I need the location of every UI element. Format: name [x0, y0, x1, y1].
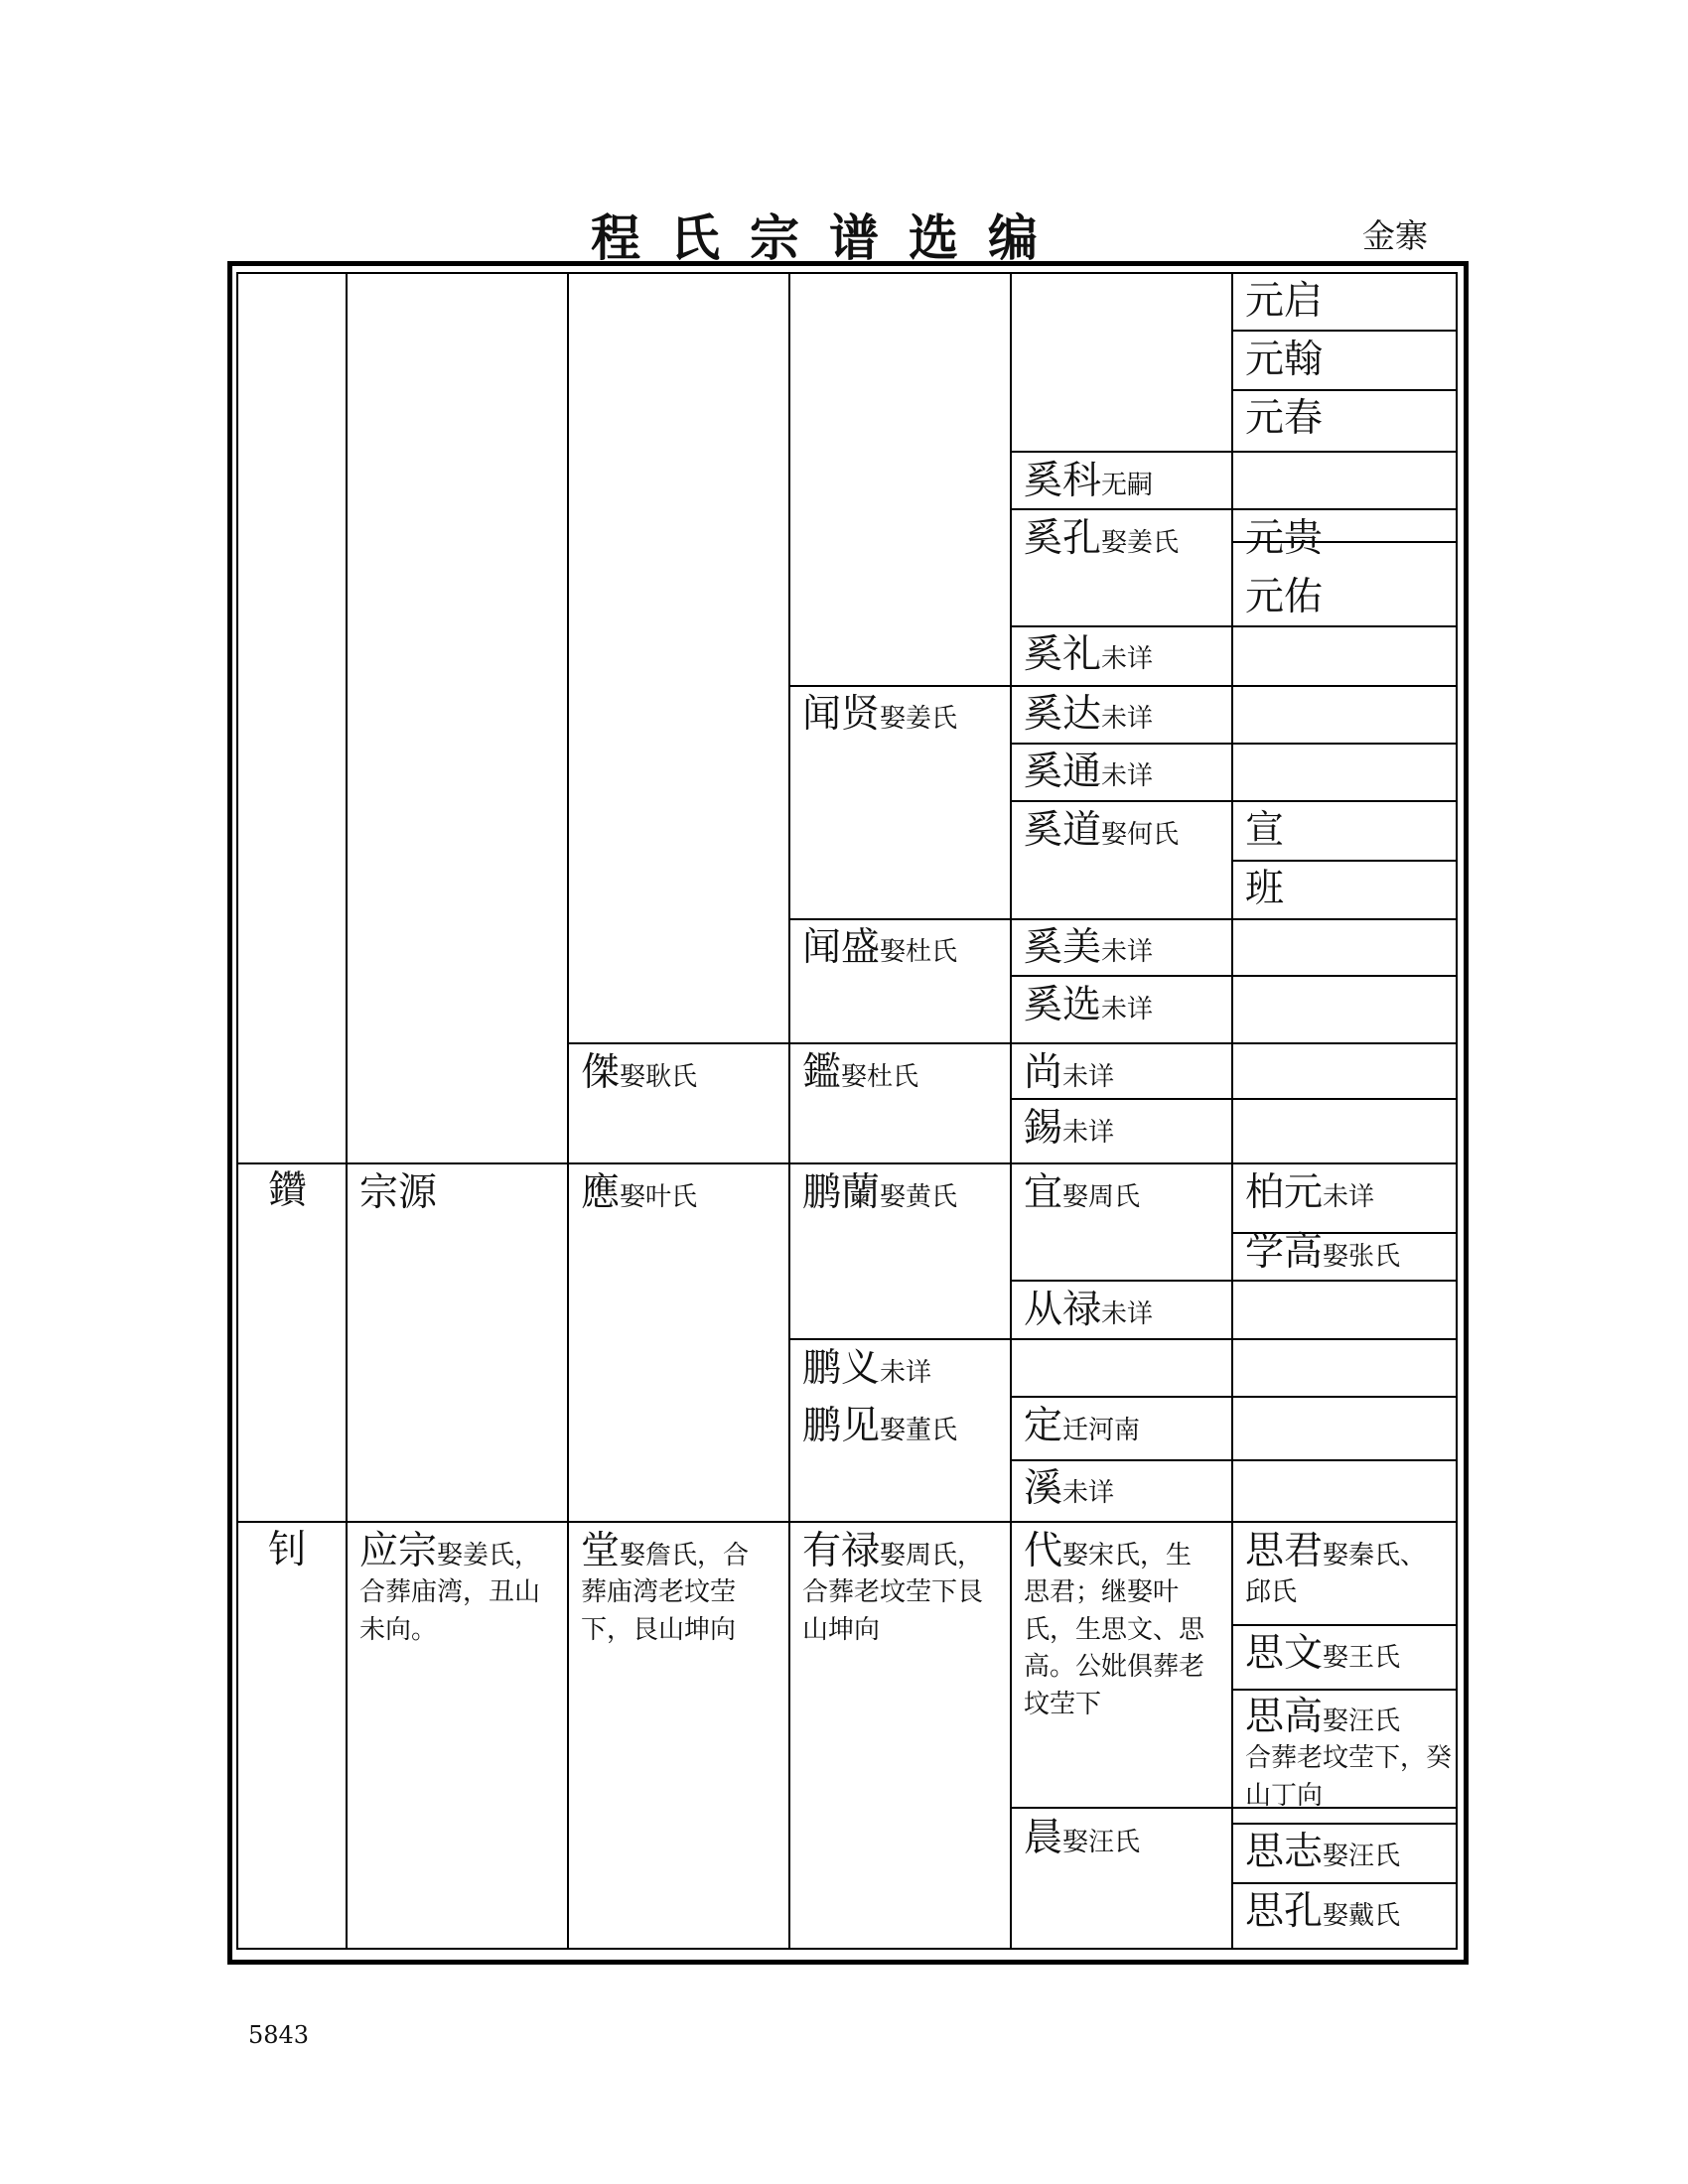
genealogy-entry: 溪未详 — [1024, 1466, 1115, 1511]
genealogy-entry: 定迁河南 — [1024, 1404, 1141, 1448]
genealogy-entry: 班 — [1245, 867, 1285, 911]
row-divider — [568, 1042, 1458, 1044]
genealogy-entry: 元启 — [1245, 279, 1324, 324]
genealogy-entry: 奚通未详 — [1024, 750, 1154, 794]
genealogy-entry: 元翰 — [1245, 338, 1324, 382]
row-divider — [1011, 508, 1458, 510]
column-divider — [567, 272, 569, 1950]
genealogy-entry: 元春 — [1245, 396, 1324, 441]
genealogy-entry: 鹏义未详 — [802, 1346, 932, 1391]
genealogy-entry: 鹏见娶董氏 — [802, 1404, 958, 1448]
genealogy-entry: 思君娶秦氏、 邱氏 — [1245, 1529, 1427, 1607]
genealogy-entry: 宣 — [1245, 808, 1285, 853]
region-label: 金寨 — [1362, 216, 1428, 255]
column-divider — [1010, 272, 1012, 1950]
row-divider — [1011, 1280, 1458, 1282]
row-divider — [1011, 451, 1458, 453]
genealogy-entry: 从禄未详 — [1024, 1288, 1154, 1332]
row-divider — [1011, 625, 1458, 627]
genealogy-entry: 钊 — [268, 1528, 308, 1572]
genealogy-entry: 錫未详 — [1024, 1106, 1115, 1151]
row-divider — [1232, 1689, 1458, 1691]
row-divider — [789, 918, 1458, 920]
row-divider — [237, 1162, 1458, 1164]
column-divider — [346, 272, 348, 1950]
column-divider — [1231, 272, 1233, 1950]
genealogy-entry: 宜娶周氏 — [1024, 1170, 1141, 1215]
genealogy-entry: 奚道娶何氏 — [1024, 808, 1180, 853]
row-divider — [1011, 1459, 1458, 1461]
genealogy-entry: 柏元未详 — [1245, 1170, 1375, 1215]
genealogy-entry: 尚未详 — [1024, 1050, 1115, 1095]
row-divider — [1232, 389, 1458, 391]
genealogy-entry: 思高娶汪氏 合葬老坟茔下，癸山丁向 — [1245, 1695, 1453, 1811]
genealogy-entry: 堂娶詹氏，合 葬庙湾老坟茔下，艮山坤向 — [581, 1529, 750, 1645]
row-divider — [1011, 1098, 1458, 1100]
row-divider — [1232, 1823, 1458, 1825]
row-divider — [237, 1521, 1458, 1523]
page-number: 5843 — [248, 2021, 310, 2049]
page-title: 程氏宗谱选编 — [591, 208, 1067, 267]
row-divider — [789, 1338, 1458, 1340]
genealogy-entry: 奚美未详 — [1024, 925, 1154, 970]
genealogy-entry: 奚孔娶姜氏 — [1024, 516, 1180, 561]
genealogy-entry: 元贵 — [1245, 516, 1324, 561]
genealogy-entry: 代娶宋氏，生 思君；继娶叶氏，生思文、思高。公妣俱葬老坟茔下 — [1024, 1529, 1205, 1719]
genealogy-entry: 元佑 — [1245, 575, 1324, 619]
genealogy-entry: 奚达未详 — [1024, 692, 1154, 737]
genealogy-entry: 应宗娶姜氏， 合葬庙湾，丑山未向。 — [359, 1529, 541, 1645]
genealogy-entry: 思孔娶戴氏 — [1245, 1889, 1401, 1934]
genealogy-entry: 應娶叶氏 — [581, 1170, 698, 1215]
genealogy-entry: 奚科无嗣 — [1024, 459, 1154, 503]
row-divider — [1011, 800, 1458, 802]
genealogy-entry: 思文娶王氏 — [1245, 1631, 1401, 1676]
genealogy-entry: 思志娶汪氏 — [1245, 1830, 1401, 1874]
genealogy-entry: 闻贤娶姜氏 — [802, 692, 958, 737]
column-divider — [788, 272, 790, 1950]
row-divider — [1232, 1882, 1458, 1884]
genealogy-entry: 闻盛娶杜氏 — [802, 925, 958, 970]
genealogy-entry: 奚礼未详 — [1024, 632, 1154, 677]
row-divider — [1011, 1396, 1458, 1398]
genealogy-entry: 有禄娶周氏， 合葬老坟茔下艮山坤向 — [802, 1529, 984, 1645]
genealogy-entry: 傑娶耿氏 — [581, 1050, 698, 1095]
genealogy-entry: 学高娶张氏 — [1245, 1230, 1401, 1275]
row-divider — [1232, 1624, 1458, 1626]
genealogy-entry: 宗源 — [359, 1170, 438, 1215]
row-divider — [1232, 860, 1458, 862]
genealogy-entry: 奚选未详 — [1024, 983, 1154, 1027]
row-divider — [789, 685, 1458, 687]
row-divider — [1011, 743, 1458, 745]
row-divider — [1011, 975, 1458, 977]
genealogy-entry: 晨娶汪氏 — [1024, 1816, 1141, 1860]
genealogy-entry: 鑑娶杜氏 — [802, 1050, 919, 1095]
genealogy-entry: 鹏蘭娶黄氏 — [802, 1170, 958, 1215]
genealogy-entry: 鑽 — [268, 1168, 308, 1213]
row-divider — [1232, 330, 1458, 332]
